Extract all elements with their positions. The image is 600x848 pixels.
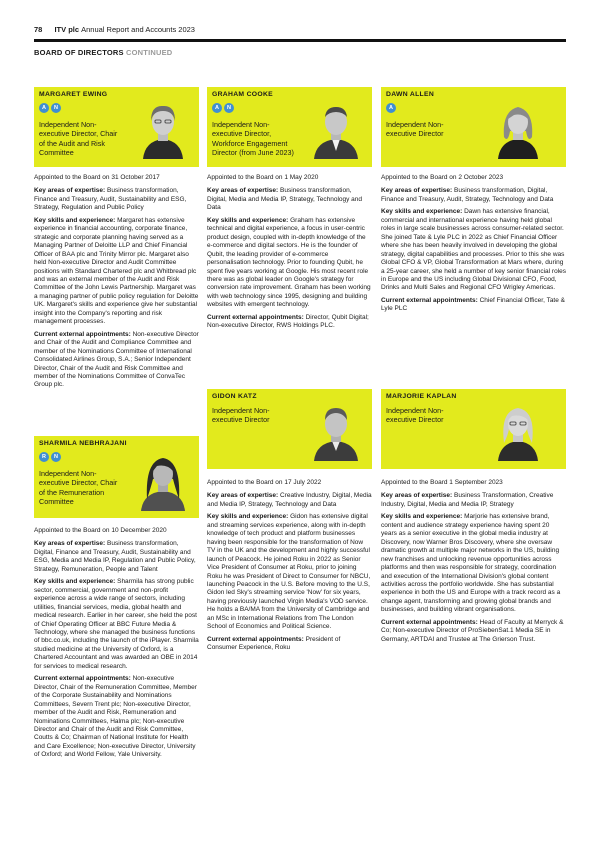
appointed-date: Appointed to the Board on 31 October 2017 bbox=[34, 174, 160, 181]
director-name: SHARMILA NEBHRAJANI bbox=[39, 440, 127, 447]
director-name: DAWN ALLEN bbox=[386, 91, 435, 98]
director-portrait bbox=[137, 97, 189, 159]
committee-badges bbox=[39, 452, 61, 462]
expertise-paragraph: Key areas of expertise: Business transformation, Digital, Finance and Treasury, Audit, Strategy, Technology and Data bbox=[381, 187, 554, 203]
expertise-paragraph: Key areas of expertise: Creative Industry, Digital, Media and Media IP, Strategy, Technology and Data bbox=[207, 492, 372, 508]
director-bio-margaret-ewing bbox=[34, 174, 199, 394]
expertise-paragraph: Key areas of expertise: Business transformation, Digital, Finance and Treasury, Audit, Sustainability and ESG, Media and Media IP, Regulation and Public Policy, Strategy, Remuneration, People and Talent bbox=[34, 540, 196, 573]
director-bio-sharmila-nebhrajani bbox=[34, 527, 199, 764]
committee-badge: N bbox=[51, 103, 61, 113]
director-bio-gidon-katz bbox=[207, 479, 372, 657]
director-name: GIDON KATZ bbox=[212, 393, 257, 400]
appointments-paragraph: Current external appointments: Director, Qubit Digital; Non-executive Director, RWS Holdings PLC. bbox=[207, 313, 369, 330]
director-role: Independent Non-executive Director, Chair of the Remuneration Committee bbox=[39, 469, 118, 507]
section-continued: CONTINUED bbox=[126, 48, 173, 57]
committee-badge: N bbox=[224, 103, 234, 113]
director-card-sharmila-nebhrajani bbox=[34, 436, 199, 518]
committee-badge: A bbox=[39, 103, 49, 113]
director-card-gidon-katz bbox=[207, 389, 372, 469]
page-number: 78 bbox=[34, 25, 43, 34]
appointed-date: Appointed to the Board on 2 October 2023 bbox=[381, 174, 504, 181]
appointed-date: Appointed to the Board 1 September 2023 bbox=[381, 479, 503, 486]
experience-paragraph: Key skills and experience: Graham has extensive technical and digital experience, a focus in user-centric product design, coupled with in-depth knowledge of the e-commerce and digital sectors. He is the founder of Qubit, the leading provider of e-commerce personalisation technology. Prior to founding Qubit, he spent five years working at Google. His most recent role there was as global leader on Google's strategy for conversion rate improvement. Graham has been working with web technology since 1995, designing and building websites with emergent technology. bbox=[207, 216, 371, 309]
director-role: Independent Non-executive Director, Workforce Engagement Director (from June 2023) bbox=[212, 120, 294, 158]
expertise-paragraph: Key areas of expertise: Business Transformation, Creative Industry, Digital, Media and Media IP, Strategy bbox=[381, 492, 554, 508]
appointments-paragraph: Current external appointments: Non-executive Director, Chair of the Remuneration Committee, Member of the Corporate Sustainability and Nominations Committees, Severn Trent plc; Non-executive Director, member of the Audit and Risk, Remuneration and Nominations Committees, Halma plc; Non-executive Director and Chair of the Audit and Risk Committee, Coutts & Co; Chairman of National Institute for Health and Care Excellence; Non-executive Director, University of Oxford; and World Fellow, Yale University. bbox=[34, 675, 197, 759]
committee-badges bbox=[39, 103, 61, 113]
appointments-paragraph: Current external appointments: President of Consumer Experience, Roku bbox=[207, 635, 341, 652]
appointed-date: Appointed to the Board on 10 December 2020 bbox=[34, 527, 167, 534]
director-bio-dawn-allen bbox=[381, 174, 566, 318]
director-portrait bbox=[310, 399, 362, 461]
experience-paragraph: Key skills and experience: Gidon has extensive digital and streaming services experience, along with in-depth knowledge of tech product and platform businesses having been responsible for the transformation of Now TV in the UK and the development and highly successful launch of Peacock. He joined Roku in 2022 as Senior Vice President of Consumer at Roku, prior to joining Roku he was President of Direct to Consumer for NBCU, launching Peacock in the U.S. Before moving to the U.S, Gidon led Sky's streaming service 'Now' for six years, having previously launched Virgin Media's VOD service. He holds a BA/MA from the University of Cambridge and an MSc in International Relations from The London School of Economics and Political Science. bbox=[207, 513, 371, 631]
director-role: Independent Non-executive Director, Chair of the Audit and Risk Committee bbox=[39, 120, 118, 158]
appointed-date: Appointed to the Board on 1 May 2020 bbox=[207, 174, 319, 181]
committee-badge: R bbox=[39, 452, 49, 462]
experience-paragraph: Key skills and experience: Marjorie has extensive brand, content and audience strategy experience having spent 20 years as a senior executive in the global media industry at Discovery, now Warner Bros Discovery, where she oversaw dramatic growth at multiple major networks in the US, building new franchises and unlocking revenue opportunities across platforms and then was responsible for strategy, coordination and execution of the International Division's global content activities across the portfolio worldwide. She has substantial experience in both the US and Europe with a track record as a change agent, transforming and growing global brands and businesses, and building vibrant organisations. bbox=[381, 513, 561, 614]
director-role: Independent Non-executive Director bbox=[386, 406, 444, 425]
appointments-paragraph: Current external appointments: Chief Financial Officer, Tate & Lyle PLC bbox=[381, 296, 565, 313]
director-name: MARJORIE KAPLAN bbox=[386, 393, 457, 400]
director-role: Independent Non-executive Director bbox=[212, 406, 270, 425]
director-card-graham-cooke bbox=[207, 87, 372, 167]
appointments-paragraph: Current external appointments: Non-executive Director and Chair of the Audit and Compliance Committee and member of the Nominations Committee of International Consolidated Airlines Group, S.A.; Senior Independent Director, Chair of the Audit and Risk Committee and member of the Nominations Committee of ConvaTec Group plc. bbox=[34, 330, 199, 389]
committee-badge: A bbox=[212, 103, 222, 113]
director-bio-marjorie-kaplan bbox=[381, 479, 566, 648]
company-name: ITV plc bbox=[54, 25, 80, 34]
director-role: Independent Non-executive Director bbox=[386, 120, 444, 139]
director-portrait bbox=[492, 97, 544, 159]
appointments-paragraph: Current external appointments: Head of Faculty at Merryck & Co; Non-executive Director of ProSiebenSat.1 Media SE in Germany, ARTDAI and Trustee at The Grierson Trust. bbox=[381, 618, 564, 643]
experience-paragraph: Key skills and experience: Dawn has extensive financial, commercial and international experience having held global roles in large scale businesses across consumer-related sector. She joined Tate & Lyle PLC in 2022 as Chief Financial Officer where she has been heavily involved in developing the global strategy, digital capabilities and processes. Prior to this she was Global CFO & VP, Global Transformation at Mars where, during a 25-year career, she held a number of key senior financial roles in Europe and the US including Global Divisional CFO, Food, Drinks and Multi Sales and Regional CFO Wrigley Americas. bbox=[381, 208, 566, 292]
experience-paragraph: Key skills and experience: Sharmila has strong public sector, commercial, government and non-profit experience across a wide range of sectors, including utilities, financial services, media, global health and medical research. Earlier in her career, she held the post of Chief Operating Officer at BBC Future Media & Technology, where she managed the business functions of bbc.co.uk, including the launch of the iPlayer. Sharmila studied medicine at the University of Oxford, is a Chartered Accountant and was awarded an OBE in 2014 for services to medical research. bbox=[34, 578, 199, 670]
director-portrait bbox=[310, 97, 362, 159]
director-card-margaret-ewing bbox=[34, 87, 199, 167]
committee-badge: N bbox=[51, 452, 61, 462]
director-portrait bbox=[492, 399, 544, 461]
director-card-dawn-allen bbox=[381, 87, 566, 167]
page-header bbox=[34, 25, 195, 34]
director-name: GRAHAM COOKE bbox=[212, 91, 273, 98]
director-portrait bbox=[137, 448, 189, 512]
report-title: Annual Report and Accounts 2023 bbox=[81, 25, 195, 34]
appointed-date: Appointed to the Board on 17 July 2022 bbox=[207, 479, 322, 486]
committee-badges bbox=[386, 103, 396, 113]
expertise-paragraph: Key areas of expertise: Business transformation, Finance and Treasury, Audit, Sustainability and ESG, Strategy, Regulation and Public Policy bbox=[34, 187, 187, 212]
section-title: BOARD OF DIRECTORS CONTINUED bbox=[34, 48, 173, 57]
header-rule bbox=[34, 39, 566, 42]
expertise-paragraph: Key areas of expertise: Business transformation, Digital, Media and Media IP, Strategy, Technology and Data bbox=[207, 187, 363, 212]
committee-badge: A bbox=[386, 103, 396, 113]
experience-paragraph: Key skills and experience: Margaret has extensive experience in financial accounting, corporate finance, strategic and corporate planning having served as a Managing Partner of Deloitte LLP and Chief Financial Officer of BAA plc and Trinity Mirror plc. Margaret also held Non-executive Director and Audit Committee positions with Standard Chartered plc and Whitbread plc and was an external member of the Audit and Risk Committee of the John Lewis Partnership. Margaret was a managing partner of public policy regulation for Deloitte UK. Margaret's skills and experience give her substantial insight into the Company's reporting and risk management processes. bbox=[34, 216, 199, 326]
committee-badges bbox=[212, 103, 234, 113]
director-name: MARGARET EWING bbox=[39, 91, 108, 98]
director-bio-graham-cooke bbox=[207, 174, 372, 335]
director-card-marjorie-kaplan bbox=[381, 389, 566, 469]
